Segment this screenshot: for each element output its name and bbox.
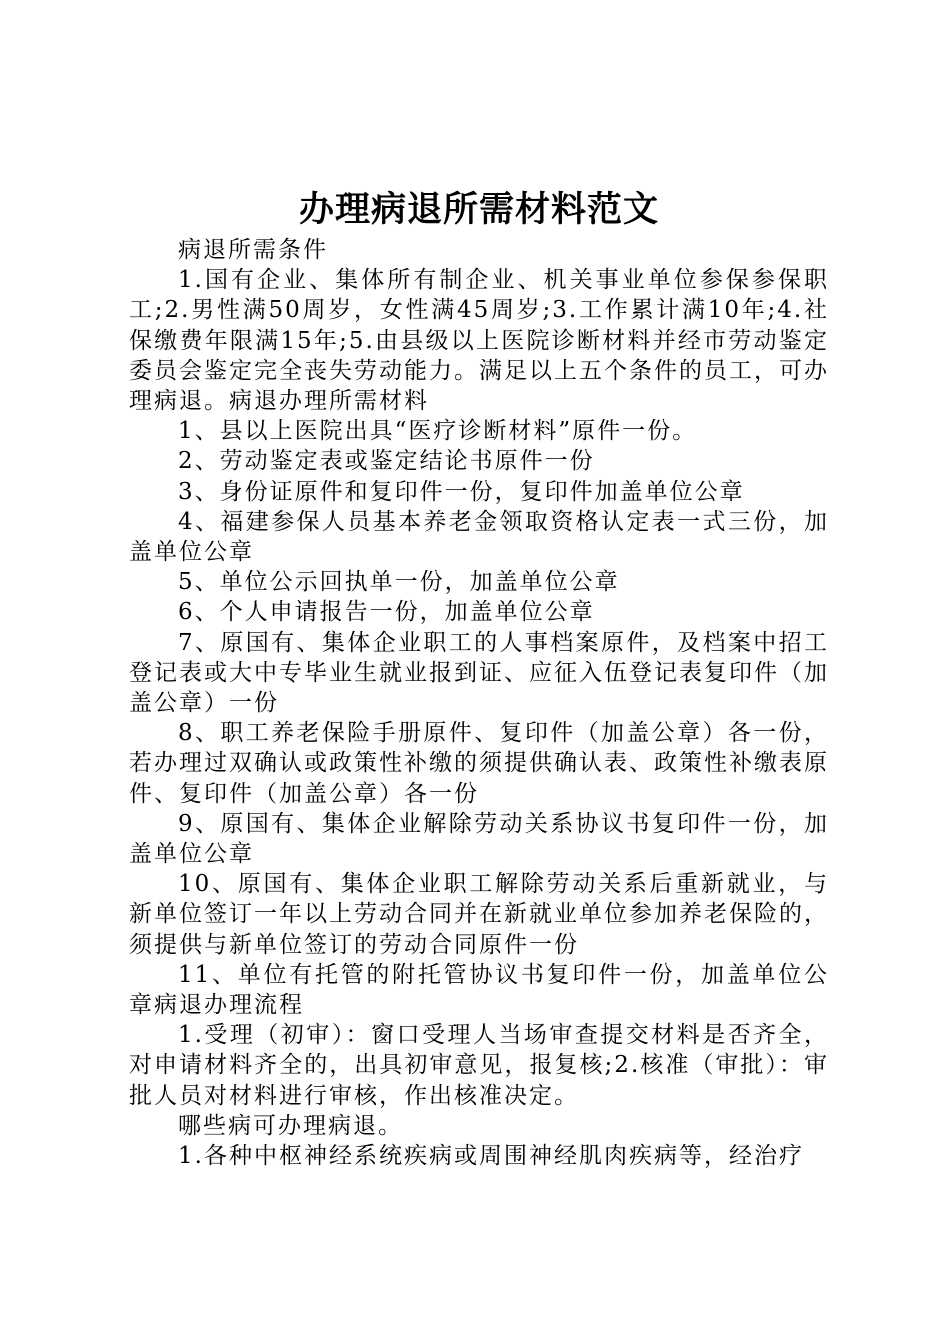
document-page <box>129 185 829 1171</box>
document-title: 办理病退所需材料范文 <box>298 190 659 230</box>
paragraph-material-5: 5、单位公示回执单一份，加盖单位公章 <box>178 569 620 596</box>
paragraph-conditions-list: 1.国有企业、集体所有制企业、机关事业单位参保参保职工;2.男性满50周岁，女性满45周岁;3.工作累计满10年;4.社保缴费年限满15年;5.由县级以上医院诊断材料并经市劳动鉴定委员会鉴定完全丧失劳动能力。满足以上五个条件的员工，可办理病退。病退办理所需材料 <box>129 267 829 415</box>
paragraph-material-7: 7、原国有、集体企业职工的人事档案原件，及档案中招工登记表或大中专毕业生就业报到证、应征入伍登记表复印件（加盖公章）一份 <box>129 629 829 717</box>
paragraph-material-9: 9、原国有、集体企业解除劳动关系协议书复印件一份，加盖单位公章 <box>129 810 829 868</box>
paragraph-material-8: 8、职工养老保险手册原件、复印件（加盖公章）各一份，若办理过双确认或政策性补缴的须提供确认表、政策性补缴表原件、复印件（加盖公章）各一份 <box>129 720 829 807</box>
paragraph-material-2: 2、劳动鉴定表或鉴定结论书原件一份 <box>178 448 595 475</box>
paragraph-material-3: 3、身份证原件和复印件一份，复印件加盖单位公章 <box>178 478 745 505</box>
paragraph-material-1: 1、县以上医院出具“医疗诊断材料”原件一份。 <box>178 418 698 445</box>
paragraph-material-4: 4、福建参保人员基本养老金领取资格认定表一式三份，加盖单位公章 <box>129 508 829 566</box>
paragraph-material-11: 11、单位有托管的附托管协议书复印件一份，加盖单位公章病退办理流程 <box>129 961 829 1019</box>
paragraph-material-6: 6、个人申请报告一份，加盖单位公章 <box>178 599 595 626</box>
paragraph-disease-1: 1.各种中枢神经系统疾病或周围神经肌肉疾病等，经治疗 <box>178 1143 804 1170</box>
paragraph-process: 1.受理（初审）：窗口受理人当场审查提交材料是否齐全，对申请材料齐全的，出具初审意见，报复核;2.核准（审批）：审批人员对材料进行审核，作出核准决定。 <box>129 1022 829 1109</box>
paragraph-conditions-heading: 病退所需条件 <box>178 237 328 263</box>
paragraph-material-10: 10、原国有、集体企业职工解除劳动关系后重新就业，与新单位签订一年以上劳动合同并在新就业单位参加养老保险的，须提供与新单位签订的劳动合同原件一份 <box>129 871 829 958</box>
paragraph-diseases-heading: 哪些病可办理病退。 <box>178 1112 403 1139</box>
